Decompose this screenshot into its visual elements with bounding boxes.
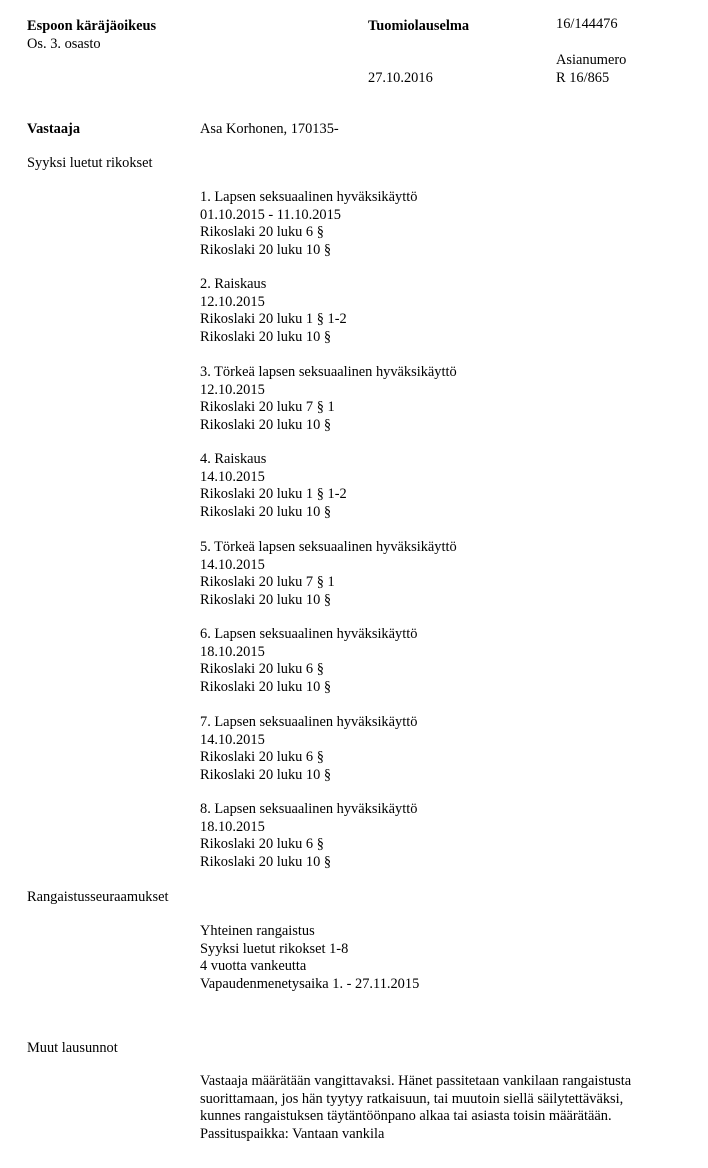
- offense-law: Rikoslaki 20 luku 10 §: [200, 766, 332, 783]
- offense-date: 18.10.2015: [200, 818, 265, 835]
- court-name: Espoon käräjäoikeus: [27, 18, 157, 34]
- offense-date: 12.10.2015: [200, 381, 265, 398]
- offense-item: [200, 801, 417, 871]
- offense-item: [200, 364, 457, 434]
- offense-title: 4. Raiskaus: [200, 451, 267, 467]
- defendant-label: Vastaaja: [27, 121, 81, 137]
- defendant-value: Asa Korhonen, 170135-: [200, 121, 339, 137]
- offense-title: 5. Törkeä lapsen seksuaalinen hyväksikäyttö: [200, 539, 457, 555]
- offense-title: 2. Raiskaus: [200, 276, 267, 292]
- statement-line: suorittamaan, jos hän tyytyy ratkaisuun, tai muutoin siellä säilytettäväksi,: [200, 1090, 624, 1107]
- sanction-line: Syyksi luetut rikokset 1-8: [200, 940, 349, 957]
- offense-law: Rikoslaki 20 luku 10 §: [200, 241, 332, 258]
- case-number-label: Asianumero: [556, 52, 627, 68]
- offense-item: [200, 539, 457, 609]
- offense-law: Rikoslaki 20 luku 10 §: [200, 416, 332, 433]
- offense-date: 14.10.2015: [200, 468, 265, 485]
- offense-item: [200, 714, 417, 784]
- offense-date: 14.10.2015: [200, 556, 265, 573]
- offense-item: [200, 451, 347, 521]
- offense-item: [200, 626, 417, 696]
- other-statements-label: Muut lausunnot: [27, 1040, 118, 1056]
- sanctions-block: [200, 923, 419, 993]
- offense-title: 1. Lapsen seksuaalinen hyväksikäyttö: [200, 189, 418, 205]
- offense-law: Rikoslaki 20 luku 10 §: [200, 591, 332, 608]
- offenses-label: Syyksi luetut rikokset: [27, 155, 153, 171]
- offense-item: [200, 276, 347, 346]
- offense-date: 14.10.2015: [200, 731, 265, 748]
- document-date: 27.10.2016: [368, 70, 433, 86]
- sanctions-label: Rangaistusseuraamukset: [27, 889, 169, 905]
- offense-law: Rikoslaki 20 luku 6 §: [200, 224, 324, 240]
- offense-law: Rikoslaki 20 luku 10 §: [200, 678, 332, 695]
- offense-law: Rikoslaki 20 luku 1 § 1-2: [200, 311, 347, 327]
- offense-law: Rikoslaki 20 luku 7 § 1: [200, 574, 335, 590]
- offense-item: [200, 189, 417, 259]
- statement-line: kunnes rangaistuksen täytäntöönpano alkaa tai asiasta toisin määrätään.: [200, 1108, 612, 1124]
- offense-date: 18.10.2015: [200, 643, 265, 660]
- document-type: Tuomiolauselma: [368, 18, 470, 34]
- offense-law: Rikoslaki 20 luku 6 §: [200, 661, 324, 677]
- offense-law: Rikoslaki 20 luku 10 §: [200, 328, 332, 345]
- offense-law: Rikoslaki 20 luku 6 §: [200, 749, 324, 765]
- offense-title: 3. Törkeä lapsen seksuaalinen hyväksikäyttö: [200, 364, 457, 380]
- offense-title: 7. Lapsen seksuaalinen hyväksikäyttö: [200, 714, 418, 730]
- sanction-line: 4 vuotta vankeutta: [200, 958, 307, 974]
- offense-law: Rikoslaki 20 luku 7 § 1: [200, 399, 335, 415]
- document-number: 16/144476: [556, 16, 618, 32]
- statement-line: Vastaaja määrätään vangittavaksi. Hänet passitetaan vankilaan rangaistusta: [200, 1073, 632, 1089]
- case-number: R 16/865: [556, 70, 610, 86]
- court-department: Os. 3. osasto: [27, 36, 101, 52]
- offense-law: Rikoslaki 20 luku 10 §: [200, 503, 332, 520]
- offense-law: Rikoslaki 20 luku 6 §: [200, 836, 324, 852]
- offense-date: 12.10.2015: [200, 293, 265, 310]
- offense-title: 6. Lapsen seksuaalinen hyväksikäyttö: [200, 626, 418, 642]
- other-statements-text: [200, 1073, 700, 1143]
- statement-line: Passituspaikka: Vantaan vankila: [200, 1125, 385, 1142]
- offense-law: Rikoslaki 20 luku 10 §: [200, 853, 332, 870]
- offense-law: Rikoslaki 20 luku 1 § 1-2: [200, 486, 347, 502]
- offense-title: 8. Lapsen seksuaalinen hyväksikäyttö: [200, 801, 418, 817]
- sanction-line: Vapaudenmenetysaika 1. - 27.11.2015: [200, 975, 420, 992]
- offense-date: 01.10.2015 - 11.10.2015: [200, 206, 341, 223]
- sanction-line: Yhteinen rangaistus: [200, 923, 315, 939]
